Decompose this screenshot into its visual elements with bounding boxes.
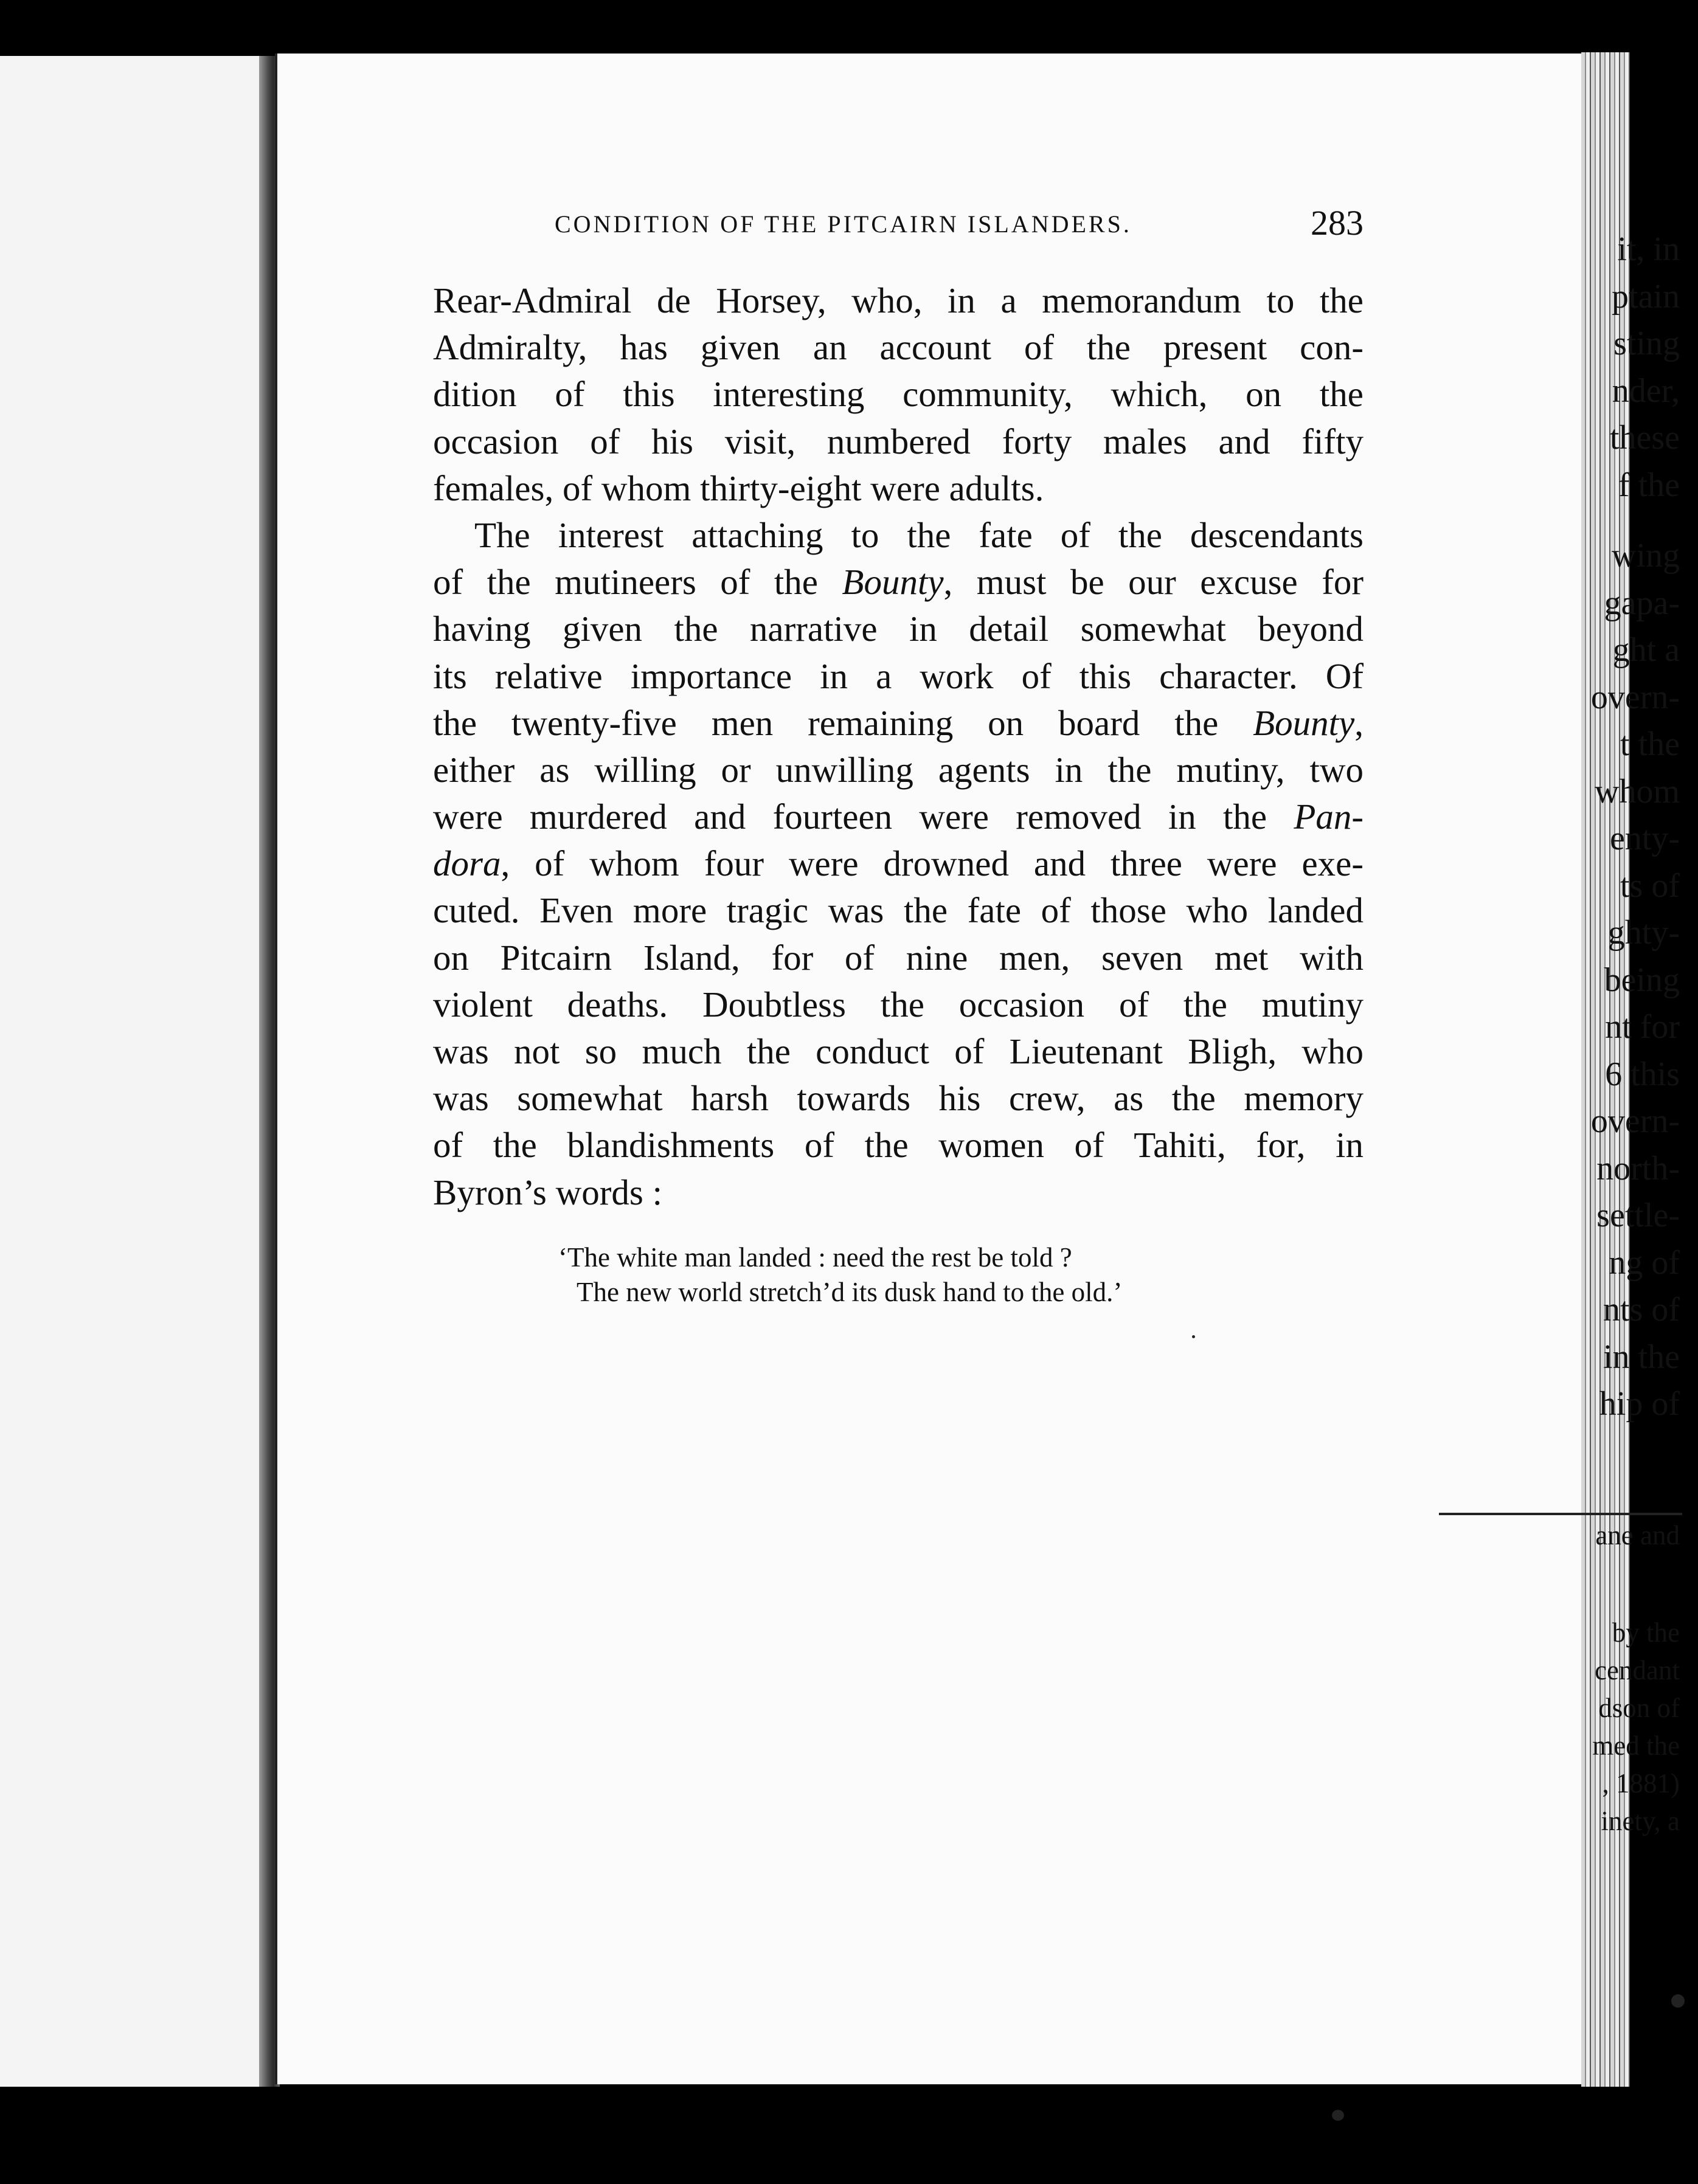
body-line: was not so much the conduct of Lieutenant Bligh, who bbox=[433, 1031, 1364, 1071]
body-line: The interest attaching to the fate of the descendants bbox=[474, 514, 1364, 555]
left-page-line: these bbox=[1609, 419, 1680, 457]
body-line: dora, of whom four were drowned and three were exe- bbox=[433, 843, 1364, 884]
left-footnote-line: by the bbox=[1612, 1617, 1680, 1648]
left-page-line: overn- bbox=[1590, 1102, 1680, 1140]
left-page-line: nts of bbox=[1603, 1291, 1680, 1329]
left-page-line: it, in bbox=[1617, 230, 1680, 268]
body-line: cuted. Even more tragic was the fate of those who landed bbox=[433, 890, 1364, 931]
body-line: having given the narrative in detail somewhat beyond bbox=[433, 609, 1364, 649]
left-page-line: north- bbox=[1596, 1149, 1680, 1187]
body-line: occasion of his visit, numbered forty males and fifty bbox=[433, 421, 1364, 461]
left-page-line: whom bbox=[1595, 772, 1680, 810]
left-page-line: ptain bbox=[1612, 277, 1680, 316]
body-line: Rear-Admiral de Horsey, who, in a memorandum to the bbox=[433, 280, 1364, 320]
left-page-text bbox=[1418, 226, 1680, 1428]
ink-speck bbox=[1192, 1335, 1195, 1338]
ink-speck bbox=[1671, 1994, 1685, 2008]
body-line: on Pitcairn Island, for of nine men, seven met with bbox=[433, 937, 1364, 978]
left-page-line: wing bbox=[1612, 537, 1680, 575]
body-text bbox=[433, 277, 1364, 1216]
left-page-line: ts of bbox=[1620, 866, 1680, 905]
ink-speck bbox=[1332, 2110, 1344, 2121]
left-page-line: t the bbox=[1620, 725, 1680, 763]
running-head bbox=[555, 202, 1364, 245]
body-line: dition of this interesting community, which, on the bbox=[433, 374, 1364, 415]
left-page-line: nt for bbox=[1605, 1008, 1680, 1046]
body-line: females, of whom thirty-eight were adults. bbox=[433, 468, 1044, 508]
left-page-line: in the bbox=[1603, 1338, 1680, 1376]
left-page-line: nder, bbox=[1612, 371, 1680, 410]
body-line: of the blandishments of the women of Tahiti, for, in bbox=[433, 1125, 1364, 1166]
verse-line: The new world stretch’d its dusk hand to the old.’ bbox=[577, 1277, 1123, 1307]
body-line: of the mutineers of the Bounty, must be our excuse for bbox=[433, 562, 1364, 603]
verse-quotation bbox=[558, 1240, 1227, 1310]
left-page-line: being bbox=[1604, 961, 1680, 999]
left-page-line: settle- bbox=[1596, 1197, 1680, 1234]
left-page-line: gapa- bbox=[1604, 584, 1680, 622]
body-line: were murdered and fourteen were removed in the Pan- bbox=[433, 797, 1364, 837]
left-page-footnotes bbox=[1418, 1516, 1680, 1840]
body-line: the twenty-five men remaining on board the Bounty, bbox=[433, 702, 1364, 743]
left-footnote-line: inety, a bbox=[1601, 1806, 1680, 1836]
left-page-line: hip of bbox=[1599, 1385, 1680, 1423]
left-footnote-line: cendant bbox=[1595, 1655, 1680, 1685]
body-line: was somewhat harsh towards his crew, as the memory bbox=[433, 1078, 1364, 1119]
body-line: Admiralty, has given an account of the present con- bbox=[433, 327, 1364, 368]
left-page-line: 6 this bbox=[1605, 1055, 1680, 1093]
page-number: 283 bbox=[1311, 203, 1364, 243]
body-line: Byron’s words : bbox=[433, 1172, 662, 1212]
running-title: CONDITION OF THE PITCAIRN ISLANDERS. bbox=[555, 210, 1132, 238]
left-page-line: ng of bbox=[1609, 1243, 1680, 1282]
left-footnote-line: , 1881) bbox=[1602, 1768, 1680, 1799]
body-line: violent deaths. Doubtless the occasion of the mutiny bbox=[433, 984, 1364, 1025]
left-footnote-line: ane and bbox=[1595, 1520, 1680, 1550]
left-page-line: sting bbox=[1613, 325, 1680, 362]
left-footnote-line: med the bbox=[1592, 1730, 1680, 1761]
body-line: its relative importance in a work of this character. Of bbox=[433, 655, 1364, 696]
verse-line: ‘The white man landed : need the rest be told ? bbox=[558, 1242, 1072, 1273]
left-page-line: enty- bbox=[1609, 820, 1680, 857]
left-footnote-line: dson of bbox=[1598, 1693, 1680, 1723]
left-footnote-line bbox=[1418, 1554, 1680, 1614]
left-page-line: ght a bbox=[1612, 631, 1680, 669]
left-page-line bbox=[1418, 509, 1680, 533]
body-line: either as willing or unwilling agents in the mutiny, two bbox=[433, 749, 1364, 790]
footnote-rule bbox=[1439, 1513, 1682, 1515]
left-page bbox=[0, 56, 268, 2087]
left-page-line: overn- bbox=[1590, 678, 1680, 716]
left-page-line: f the bbox=[1618, 466, 1680, 504]
left-page-line: ghty- bbox=[1607, 914, 1680, 952]
